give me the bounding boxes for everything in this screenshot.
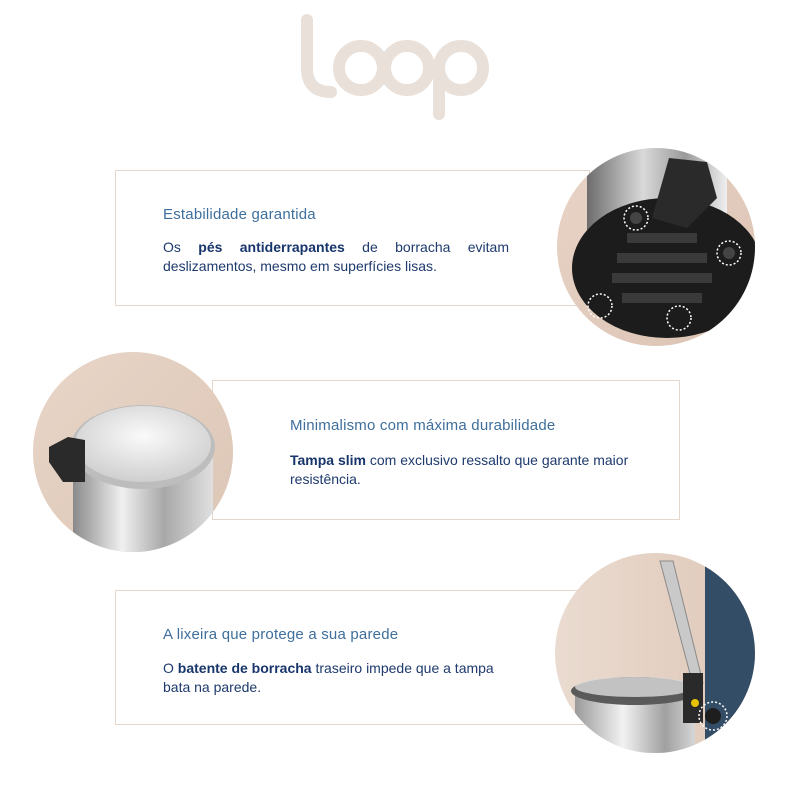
feature-heading: Estabilidade garantida [163, 206, 316, 223]
feature-heading: A lixeira que protege a sua parede [163, 626, 399, 643]
feature-highlight: pés antiderrapantes [198, 239, 345, 255]
feature-description: Os pés antiderrapantes de borracha evitam deslizamentos, mesmo em superfícies lisas. [163, 239, 509, 274]
feature-highlight: Tampa slim [290, 452, 366, 468]
feature-description: Tampa slim com exclusivo ressalto que garante maior resistência. [290, 452, 629, 487]
slim-lid-icon [33, 352, 233, 552]
feature-heading: Minimalismo com máxima durabilidade [290, 417, 556, 434]
feature-card-minimalism [212, 380, 680, 520]
brand-logo [295, 10, 505, 120]
rubber-feet-base-icon [557, 148, 755, 346]
feature-description: O batente de borracha traseiro impede que a tampa bata na parede. [163, 660, 494, 695]
feature-highlight: batente de borracha [177, 660, 312, 676]
rubber-stopper-icon [555, 553, 755, 753]
feature-card-stability [115, 170, 590, 306]
feature-card-wall-protection [115, 590, 585, 725]
